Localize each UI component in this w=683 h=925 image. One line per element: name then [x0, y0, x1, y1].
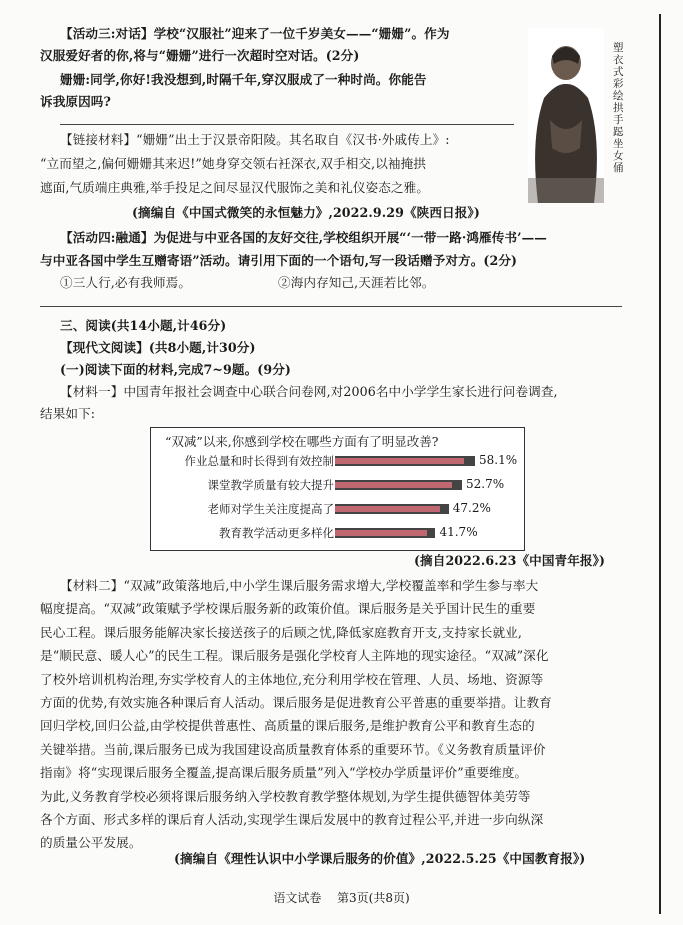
- material2-line: 方面的优势,有效实施各种课后育人活动。课后服务是促进教育公平普惠的重要举措。让教育: [40, 695, 552, 710]
- chart-value-label: 41.7%: [439, 525, 478, 539]
- chart-bar-row: [151, 452, 524, 470]
- modern-reading-heading: 【现代文阅读】(共8小题,计30分): [60, 340, 256, 355]
- chart-bar-row: [151, 476, 524, 494]
- chart-value-label: 52.7%: [465, 477, 505, 491]
- material1-line2: 结果如下:: [40, 406, 96, 421]
- survey-bar-chart: [150, 427, 525, 551]
- material2-line: 回归学校,回归公益,由学校提供普惠性、高质量的课后服务,是维护教育公平和教育生态的: [40, 718, 535, 734]
- material2-line: 民心工程。课后服务能解决家长接送孩子的后顾之忧,降低家庭教育开支,支持家长就业,: [40, 624, 522, 640]
- material2-line: 了校外培训机构治理,夯实学校育人的主体地位,充分利用学校在管理、人员、场地、资源等: [40, 671, 544, 687]
- caption-char: 式: [613, 66, 624, 78]
- chart-bar: [335, 528, 435, 538]
- activity4-line1: 【活动四:融通】为促进与中亚各国的友好交往,学校组织开展“‘一带一路·鸿雁传书’——: [60, 230, 548, 245]
- photo-caption: [613, 42, 627, 174]
- material1-line1: 【材料一】中国青年报社会调查中心联合问卷网,对2006名中小学学生家长进行问卷调查,: [60, 384, 558, 399]
- page-footer: [0, 889, 683, 906]
- chart-value-label: 47.2%: [452, 501, 491, 515]
- chart-bar-fill: [335, 506, 440, 512]
- caption-char: 彩: [613, 78, 624, 90]
- caption-char: 女: [613, 150, 624, 162]
- material2-line: 【材料二】“双减”政策落地后,中小学生课后服务需求增大,学校覆盖率和学生参与率大: [60, 578, 539, 593]
- chart-bar: [335, 504, 449, 514]
- chart-category-label: 教育教学活动更多样化: [219, 526, 334, 540]
- divider: [40, 306, 622, 307]
- chart-bar: [335, 456, 475, 466]
- activity4-option2: ②海内存知己,天涯若比邻。: [278, 275, 435, 290]
- caption-char: 衣: [613, 54, 624, 66]
- material2-line: 是“顺民意、暖人心”的民生工程。课后服务是强化学校育人主阵地的现实途径。“双减”深化: [40, 648, 549, 664]
- chart-bar: [335, 480, 462, 490]
- material2-source: (摘编自《理性认识中小学课后服务的价值》,2022.5.25《中国教育报》): [174, 851, 586, 866]
- activity3-line1: 【活动三:对话】学校“汉服社”迎来了一位千岁美女——“姗姗”。作为: [60, 26, 450, 41]
- caption-char: 俑: [613, 162, 624, 174]
- section3-heading: 三、阅读(共14小题,计46分): [60, 318, 227, 333]
- figurine-photo: [528, 28, 604, 203]
- footer-page-number: 第3页(共8页): [337, 891, 410, 905]
- chart-title: “双减”以来,你感到学校在哪些方面有了明显改善?: [165, 434, 439, 449]
- material2-line: 各个方面、形式多样的课后育人活动,实现学生课后发展中的教育过程公平,并进一步向纵深: [40, 812, 544, 827]
- footer-subject: 语文试卷: [273, 891, 322, 905]
- chart-category-label: 老师对学生关注度提高了: [207, 502, 334, 516]
- chart-category-label: 课堂教学质量有较大提升: [207, 478, 334, 492]
- chart-bar-row: [151, 500, 524, 518]
- chart-category-label: 作业总量和时长得到有效控制: [184, 454, 334, 468]
- activity3-line2: 汉服爱好者的你,将与“姗姗”进行一次超时空对话。(2分): [40, 48, 360, 63]
- activity4-option1: ①三人行,必有我师焉。: [60, 275, 192, 290]
- caption-char: 拱: [613, 102, 624, 114]
- binding-margin-line: [659, 14, 661, 914]
- link-material-source: (摘编自《中国式微笑的永恒魅力》,2022.9.29《陕西日报》): [132, 205, 480, 220]
- link-material-line1: 【链接材料】“姗姗”出土于汉景帝阳陵。其名取自《汉书·外戚传上》:: [60, 132, 450, 147]
- material2-line: 为此,义务教育学校必须将课后服务纳入学校教育教学整体规划,为学生提供德智体美劳等: [40, 788, 531, 804]
- material2-line: 指南》将“实现课后服务全覆盖,提高课后服务质量”列入“学校办学质量评价”重要维度。: [40, 765, 528, 781]
- link-material-line3: 遮面,气质端庄典雅,举手投足之间尽显汉代服饰之美和礼仪姿态之雅。: [40, 180, 430, 195]
- link-material-line2: “立而望之,偏何姗姗其来迟!”她身穿交领右衽深衣,双手相交,以袖掩拱: [40, 156, 426, 171]
- chart-bar-fill: [335, 482, 452, 488]
- caption-char: 坐: [613, 138, 624, 150]
- caption-char: 绘: [613, 90, 624, 102]
- activity3-line3: 姗姗:同学,你好!我没想到,时隔千年,穿汉服成了一种时尚。你能告: [60, 72, 427, 87]
- divider: [60, 124, 514, 125]
- part1-instruction: (一)阅读下面的材料,完成7~9题。(9分): [60, 362, 291, 377]
- caption-char: 跽: [613, 126, 624, 138]
- chart-bar-row: [151, 524, 524, 542]
- material2-line: 的质量公平发展。: [40, 835, 142, 851]
- chart-bar-fill: [335, 530, 427, 536]
- activity3-line4: 诉我原因吗?: [40, 94, 111, 109]
- material2-line: 关键举措。当前,课后服务已成为我国建设高质量教育体系的重要环节。《义务教育质量评价: [40, 741, 546, 757]
- material2-line: 幅度提高。“双减”政策赋予学校课后服务新的政策价值。课后服务是关乎国计民生的重要: [40, 601, 536, 617]
- caption-char: 塑: [613, 42, 624, 54]
- chart-source: (摘自2022.6.23《中国青年报》): [414, 553, 606, 568]
- chart-bar-fill: [335, 458, 464, 464]
- caption-char: 手: [613, 114, 624, 126]
- chart-value-label: 58.1%: [479, 453, 518, 467]
- activity4-line2: 与中亚各国中学生互赠寄语”活动。请引用下面的一个语句,写一段话赠予对方。(2分): [40, 253, 518, 268]
